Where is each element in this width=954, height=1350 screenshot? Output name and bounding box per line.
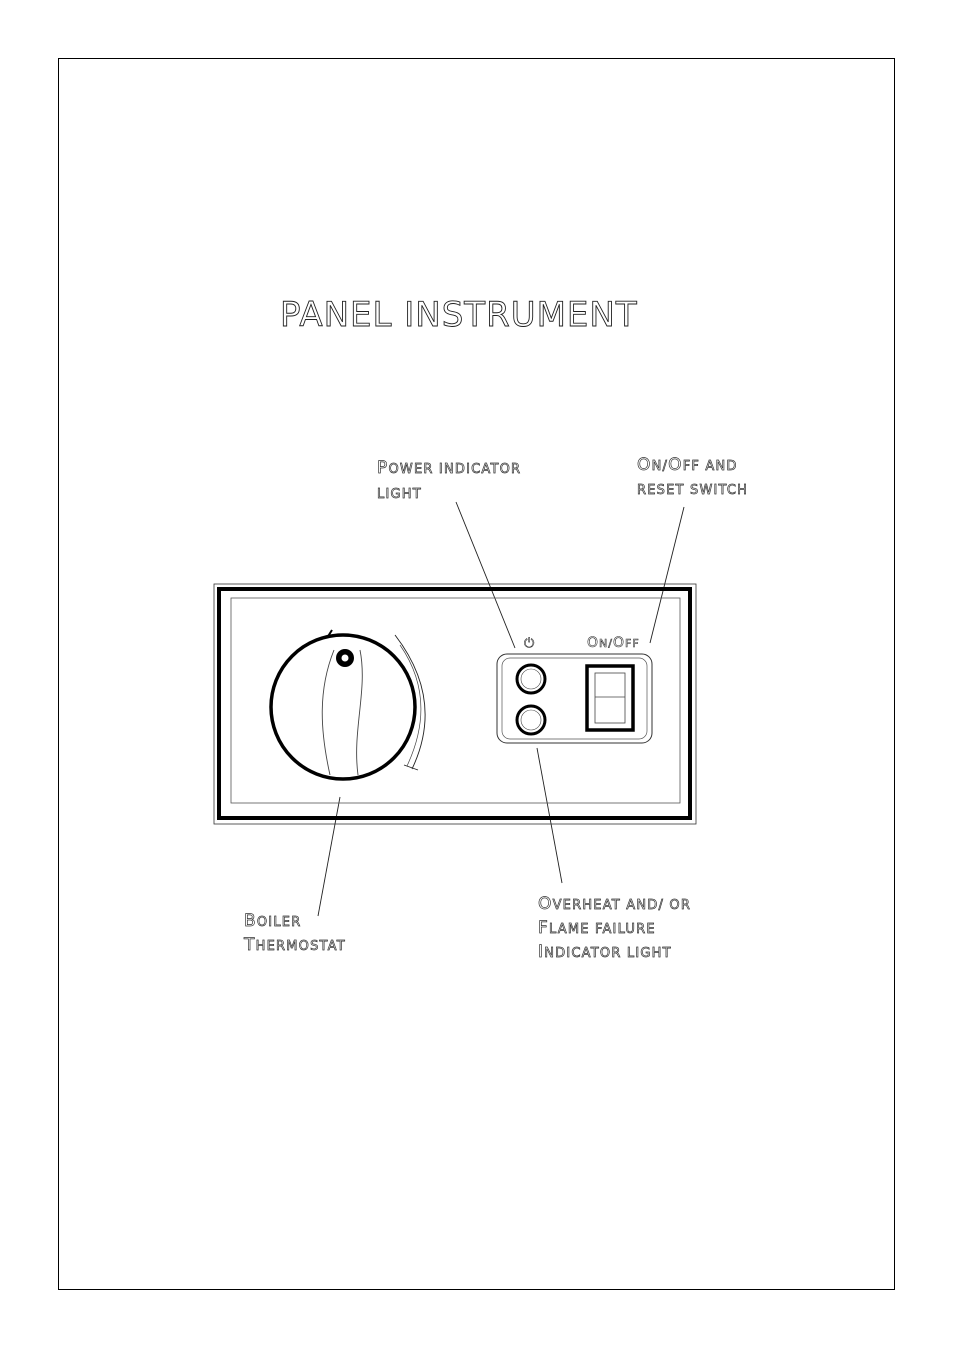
onoff-reset-switch[interactable]: [587, 666, 633, 730]
switch-label: ON/OFF: [587, 635, 640, 651]
power-indicator-light: [517, 665, 545, 693]
label-overheat-first: O: [538, 894, 553, 914]
label-boiler-rest: OILER: [256, 915, 302, 930]
leader-overheat-light: [537, 748, 562, 883]
leader-boiler-thermostat: [318, 797, 340, 916]
label-onoff-rest2: FF AND: [682, 459, 738, 474]
svg-text:INDICATOR LIGHT: [538, 942, 672, 962]
label-power-rest: OWER INDICATOR: [388, 462, 522, 477]
leader-power-indicator: [456, 502, 515, 648]
svg-text:FLAME FAILURE: [538, 918, 656, 938]
svg-text:ON/OFF AND: [637, 455, 738, 475]
label-overheat-rest: VERHEAT AND/ OR: [552, 898, 692, 913]
svg-text:POWER INDICATOR: [377, 458, 521, 478]
svg-text:THERMOSTAT: [243, 935, 346, 955]
label-onoff-line2: RESET SWITCH: [637, 483, 749, 498]
svg-text:OVERHEAT AND/ OR: [538, 894, 691, 914]
control-panel: [214, 584, 696, 824]
label-indicator-first: I: [538, 942, 545, 962]
label-onoff-second: O: [668, 455, 683, 475]
label-indicator-rest: NDICATOR LIGHT: [544, 946, 672, 961]
label-boiler-first: B: [244, 911, 257, 931]
power-symbol-icon: ⏻: [524, 636, 535, 651]
label-onoff-reset-switch: [637, 455, 748, 498]
boiler-thermostat-knob[interactable]: [271, 630, 425, 779]
label-onoff-rest1: N/: [651, 459, 669, 474]
label-thermostat-rest: HERMOSTAT: [255, 939, 346, 954]
label-overheat-flame-failure: [538, 894, 691, 962]
leader-onoff-switch: [650, 507, 684, 643]
label-power-indicator-light: [377, 458, 521, 502]
label-thermostat-first: T: [244, 935, 256, 955]
label-boiler-thermostat: [243, 911, 346, 955]
label-flame-first: F: [538, 918, 549, 938]
svg-text:BOILER: [244, 911, 301, 931]
diagram-title: PANEL INSTRUMENT: [280, 295, 638, 335]
label-power-line2: LIGHT: [377, 487, 422, 502]
label-onoff-first: O: [637, 455, 652, 475]
label-flame-rest: LAME FAILURE: [548, 922, 656, 937]
overheat-indicator-light: [517, 706, 545, 734]
label-power-first: P: [377, 458, 389, 478]
